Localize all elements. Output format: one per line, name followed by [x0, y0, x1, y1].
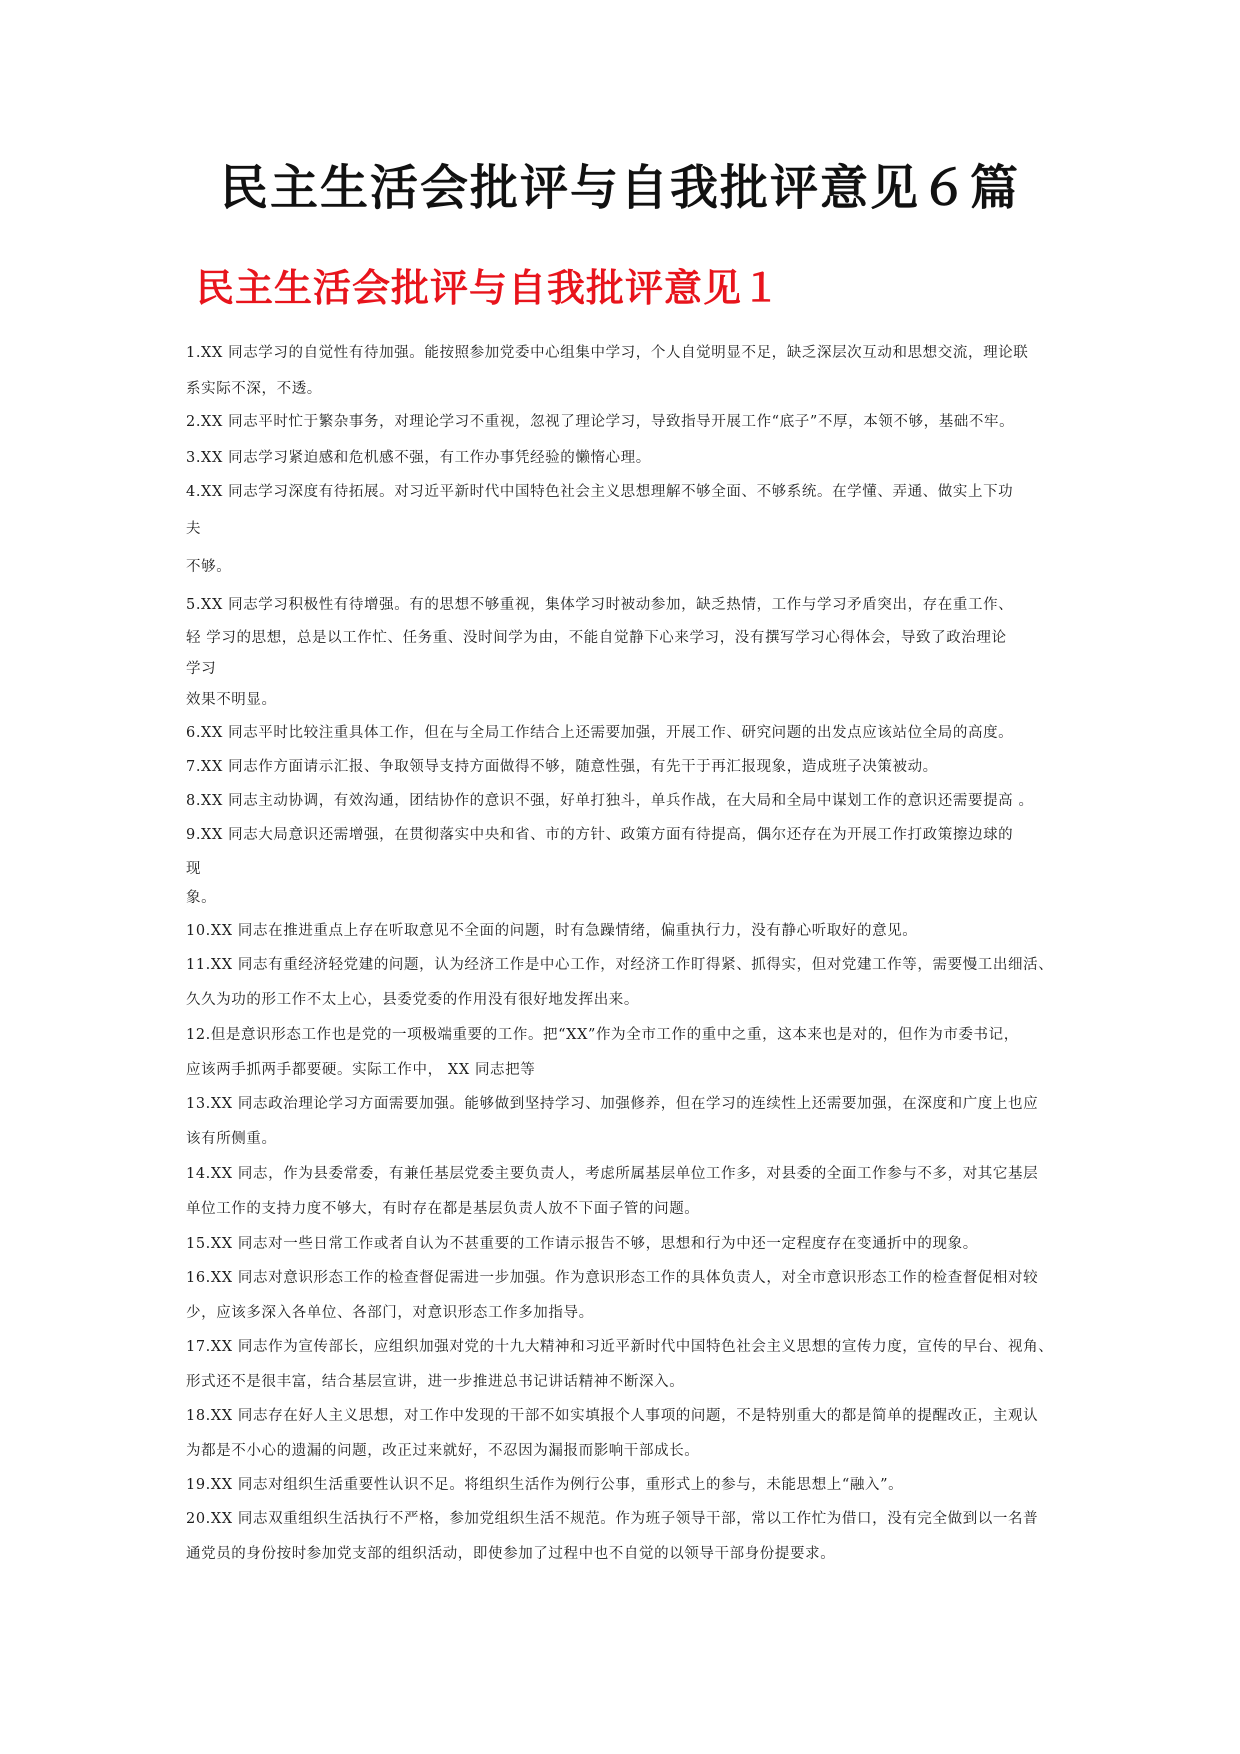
text-line: 10.XX 同志在推进重点上存在听取意见不全面的问题，时有急躁情绪，偏重执行力，没有静心听取好的意见。	[186, 923, 918, 939]
text-line: 为都是不小心的遗漏的问题，改正过来就好，不忍因为漏报而影响干部成长。	[186, 1443, 700, 1459]
text-line: 9.XX 同志大局意识还需增强，在贯彻落实中央和省、市的方针、政策方面有待提高，偶尔还存在为开展工作打政策擦边球的	[186, 827, 1014, 843]
text-line: 8.XX 同志主动协调，有效沟通，团结协作的意识不强，好单打独斗，单兵作战，在大局和全局中谋划工作的意识还需要提高 。	[186, 793, 1034, 809]
text-line: 16.XX 同志对意识形态工作的检查督促需进一步加强。作为意识形态工作的具体负责人，对全市意识形态工作的检查督促相对较	[186, 1270, 1039, 1286]
text-line: 19.XX 同志对组织生活重要性认识不足。将组织生活作为例行公事，重形式上的参与，未能思想上“融入”。	[186, 1477, 904, 1493]
text-line: 5.XX 同志学习积极性有待增强。有的思想不够重视，集体学习时被动参加，缺乏热情，工作与学习矛盾突出，存在重工作、	[186, 597, 1014, 613]
text-line: 13.XX 同志政治理论学习方面需要加强。能够做到坚持学习、加强修养，但在学习的连续性上还需要加强，在深度和广度上也应	[186, 1096, 1039, 1112]
text-line: 2.XX 同志平时忙于繁杂事务，对理论学习不重视，忽视了理论学习，导致指导开展工作“底子”不厚，本领不够，基础不牢。	[186, 414, 1015, 430]
text-line: 学习	[186, 661, 217, 677]
text-line: 效果不明显。	[186, 692, 277, 708]
text-line: 7.XX 同志作方面请示汇报、争取领导支持方面做得不够，随意性强，有先干于再汇报现象，造成班子决策被动。	[186, 759, 938, 775]
text-line: 不够。	[186, 559, 232, 575]
text-line: 轻 学习的思想，总是以工作忙、任务重、没时间学为由，不能自觉静下心来学习，没有撰写学习心得体会，导致了政治理论	[186, 630, 1007, 646]
text-line: 少，应该多深入各单位、各部门，对意识形态工作多加指导。	[186, 1305, 594, 1321]
document-title: 民主生活会批评与自我批评意见６篇	[219, 160, 1020, 216]
text-line: 现	[186, 861, 202, 877]
text-line: 4.XX 同志学习深度有待拓展。对习近平新时代中国特色社会主义思想理解不够全面、不够系统。在学懂、弄通、做实上下功	[186, 484, 1014, 500]
text-line: 11.XX 同志有重经济轻党建的问题，认为经济工作是中心工作，对经济工作盯得紧、抓得实，但对党建工作等，需要慢工出细活、	[186, 957, 1054, 973]
text-line: 17.XX 同志作为宣传部长，应组织加强对党的十九大精神和习近平新时代中国特色社会主义思想的宣传力度，宣传的早台、视角、	[186, 1339, 1054, 1355]
text-line: 15.XX 同志对一些日常工作或者自认为不甚重要的工作请示报告不够，思想和行为中还一定程度存在变通折中的现象。	[186, 1236, 978, 1252]
text-line: 系实际不深，不透。	[186, 381, 322, 397]
text-line: 14.XX 同志，作为县委常委，有兼任基层党委主要负责人，考虑所属基层单位工作多，对县委的全面工作参与不多，对其它基层	[186, 1166, 1039, 1182]
text-line: 夫	[186, 521, 202, 537]
text-line: 应该两手抓两手都要硬。实际工作中， XX 同志把等	[186, 1062, 536, 1078]
text-line: 久久为功的形工作不太上心，县委党委的作用没有很好地发挥出来。	[186, 992, 639, 1008]
section-title: 民主生活会批评与自我批评意见１	[196, 266, 782, 310]
text-line: 该有所侧重。	[186, 1131, 277, 1147]
text-line: 12.但是意识形态工作也是党的一项极端重要的工作。把“XX”作为全市工作的重中之重，这本来也是对的，但作为市委书记，	[186, 1027, 1019, 1043]
text-line: 形式还不是很丰富，结合基层宣讲，进一步推进总书记讲话精神不断深入。	[186, 1374, 685, 1390]
text-line: 3.XX 同志学习紧迫感和危机感不强，有工作办事凭经验的懒惰心理。	[186, 450, 651, 466]
text-line: 象。	[186, 890, 217, 906]
text-line: 通党员的身份按时参加党支部的组织活动，即使参加了过程中也不自觉的以领导干部身份提要求。	[186, 1546, 836, 1562]
text-line: 1.XX 同志学习的自觉性有待加强。能按照参加党委中心组集中学习，个人自觉明显不足，缺乏深层次互动和思想交流，理论联	[186, 345, 1029, 361]
text-line: 6.XX 同志平时比较注重具体工作，但在与全局工作结合上还需要加强，开展工作、研究问题的出发点应该站位全局的高度。	[186, 725, 1014, 741]
text-line: 18.XX 同志存在好人主义思想，对工作中发现的干部不如实填报个人事项的问题，不是特别重大的都是简单的提醒改正，主观认	[186, 1408, 1039, 1424]
text-line: 20.XX 同志双重组织生活执行不严格，参加党组织生活不规范。作为班子领导干部，常以工作忙为借口，没有完全做到以一名普	[186, 1511, 1039, 1527]
text-line: 单位工作的支持力度不够大，有时存在都是基层负责人放不下面子管的问题。	[186, 1201, 700, 1217]
